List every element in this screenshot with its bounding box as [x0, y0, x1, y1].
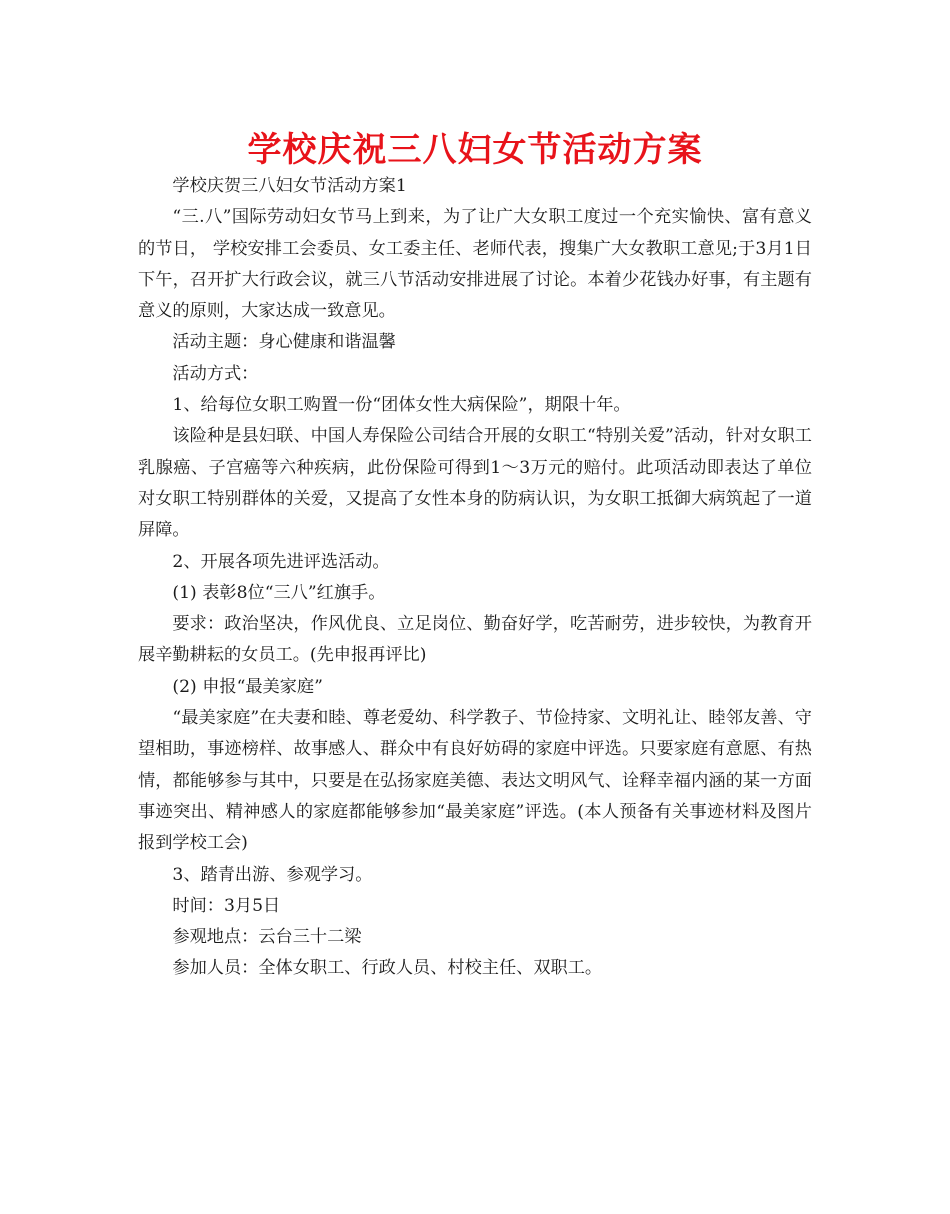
paragraph: 学校庆贺三八妇女节活动方案1: [172, 176, 407, 196]
paragraph: 1、给每位女职工购置一份“团体女性大病保险”，期限十年。: [172, 395, 631, 416]
paragraph: 参观地点：云台三十二梁: [172, 927, 362, 948]
paragraph: “最美家庭”在夫妻和睦、尊老爱幼、科学教子、节俭持家、文明礼让、睦邻友善、守望相助，事迹榜样、故事感人、群众中有良好妨碍的家庭中评选。只要家庭有意愿、有热情，都能够参与其中，只要是在弘扬家庭美德、表达文明风气、诠释幸福内涵的某一方面事迹突出、精神感人的家庭都能够参加“最美家庭”评选。(本人预备有关事迹材料及图片报到学校工会): [138, 708, 812, 854]
paragraph: 活动方式：: [172, 363, 259, 384]
paragraph: 参加人员：全体女职工、行政人员、村校主任、双职工。: [172, 958, 603, 979]
paragraph: (2) 申报“最美家庭”: [172, 676, 323, 697]
paragraph: 时间：3月5日: [172, 895, 281, 916]
paragraph: 活动主题：身心健康和谐温馨: [172, 332, 396, 353]
paragraph: 要求：政治坚决，作风优良、立足岗位、勤奋好学，吃苦耐劳，进步较快，为教育开展辛勤耕耘的女员工。(先申报再评比): [138, 614, 812, 666]
document-title: 学校庆祝三八妇女节活动方案: [247, 130, 703, 170]
document-body: [138, 171, 812, 985]
paragraph: “三.八”国际劳动妇女节马上到来，为了让广大女职工度过一个充实愉快、富有意义的节日， 学校安排工会委员、女工委主任、老师代表，搜集广大女教职工意见;于3月1日下午，召开扩大行政会议，就三八节活动安排进展了讨论。本着少花钱办好事，有主题有意义的原则，大家达成一致意见。: [138, 207, 812, 322]
paragraph: 2、开展各项先进评选活动。: [172, 551, 390, 572]
paragraph: 3、踏青出游、参观学习。: [172, 864, 373, 885]
paragraph: (1) 表彰8位“三八”红旗手。: [172, 582, 386, 603]
paragraph: 该险种是县妇联、中国人寿保险公司结合开展的女职工“特别关爱”活动，针对女职工乳腺癌、子宫癌等六种疾病，此份保险可得到1～3万元的赔付。此项活动即表达了单位对女职工特别群体的关爱，又提高了女性本身的防病认识，为女职工抵御大病筑起了一道屏障。: [138, 426, 812, 541]
